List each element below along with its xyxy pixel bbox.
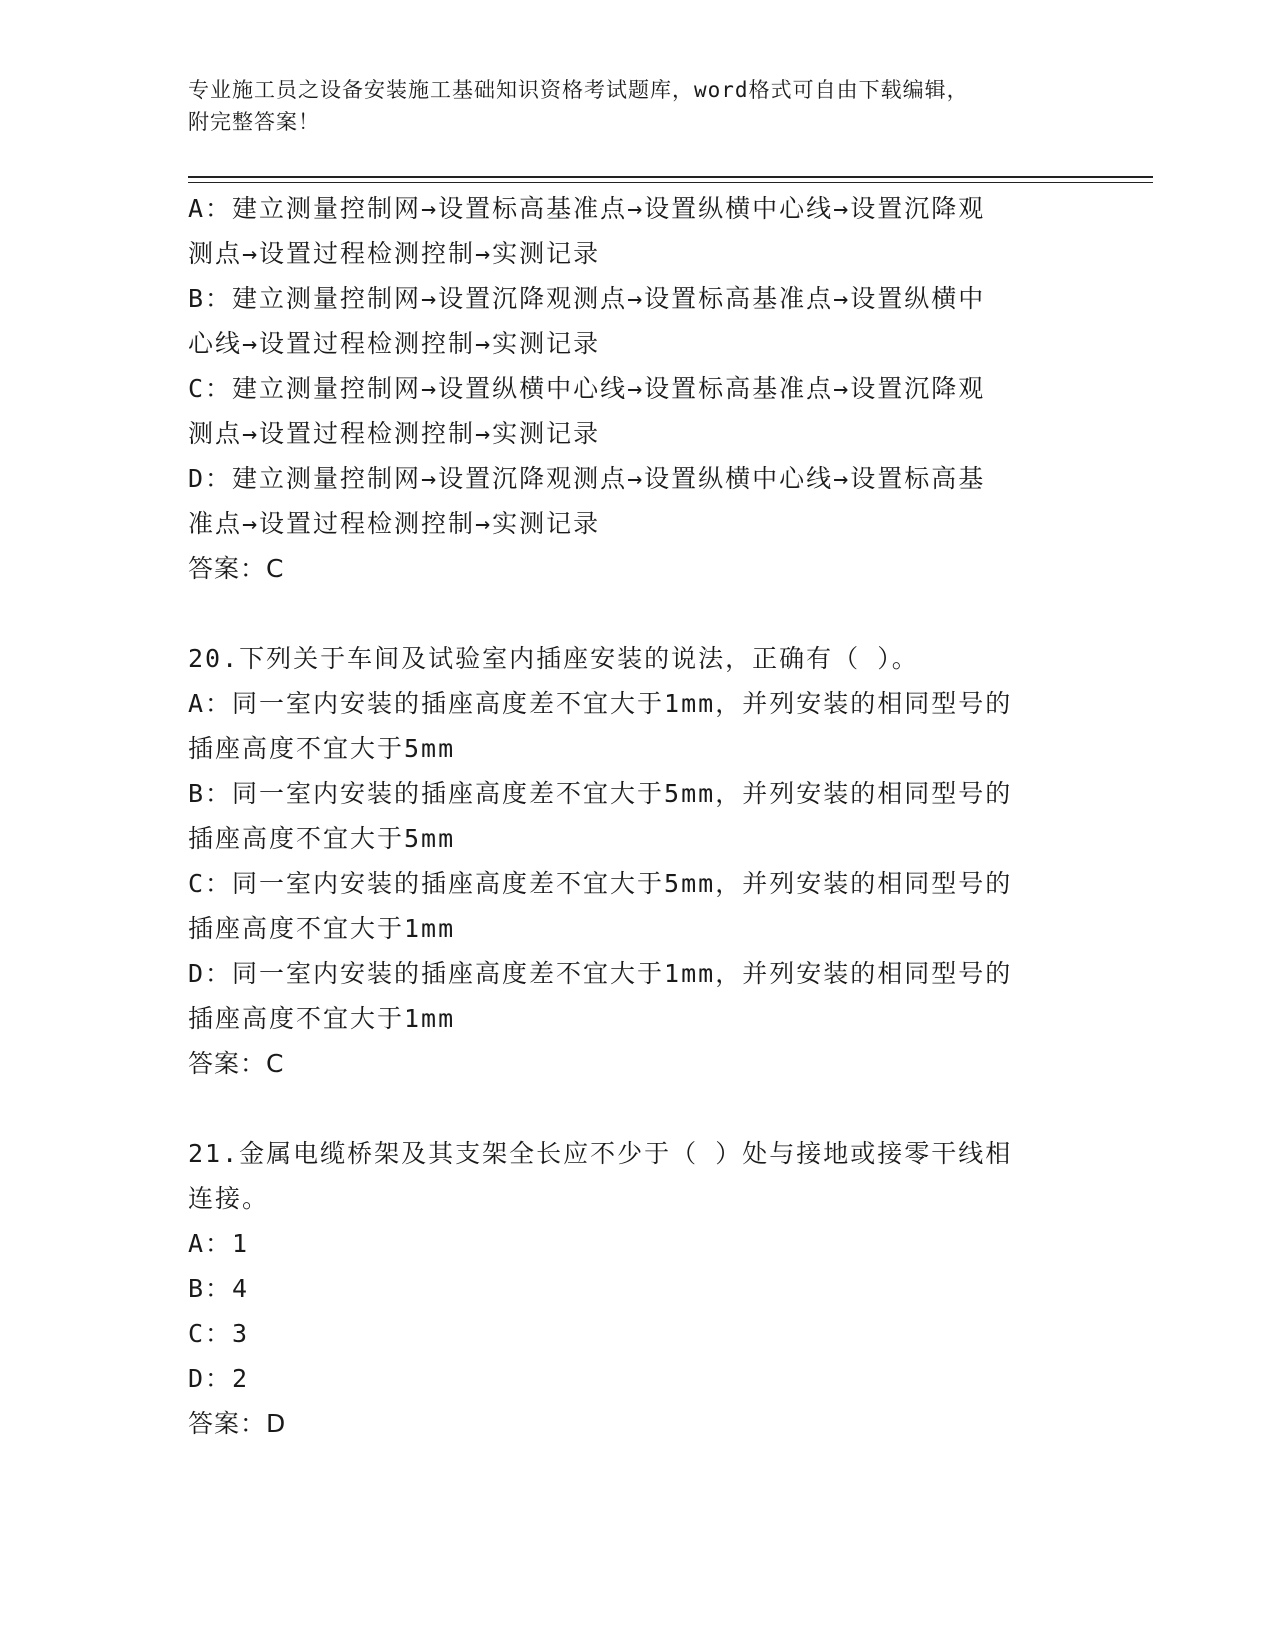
q20-option-a-line-2: 插座高度不宜大于5mm bbox=[188, 734, 456, 763]
question-content bbox=[188, 186, 1088, 1446]
header-divider-thin bbox=[188, 182, 1153, 183]
q19-option-d-line-2: 准点→设置过程检测控制→实测记录 bbox=[188, 509, 601, 538]
q20-option-c-line-1: C：同一室内安装的插座高度差不宜大于5mm，并列安装的相同型号的 bbox=[188, 869, 1013, 898]
spacer bbox=[188, 591, 1088, 636]
question-20-block bbox=[188, 636, 1088, 1086]
q21-option-a: A：1 bbox=[188, 1229, 250, 1258]
question-21-block bbox=[188, 1131, 1088, 1446]
q20-option-b-line-2: 插座高度不宜大于5mm bbox=[188, 824, 456, 853]
q19-option-a-line-1: A：建立测量控制网→设置标高基准点→设置纵横中心线→设置沉降观 bbox=[188, 194, 986, 223]
q20-option-d-line-1: D：同一室内安装的插座高度差不宜大于1mm，并列安装的相同型号的 bbox=[188, 959, 1013, 988]
q20-option-c-line-2: 插座高度不宜大于1mm bbox=[188, 914, 456, 943]
q19-option-b-line-2: 心线→设置过程检测控制→实测记录 bbox=[188, 329, 601, 358]
q19-option-c-line-1: C：建立测量控制网→设置纵横中心线→设置标高基准点→设置沉降观 bbox=[188, 374, 986, 403]
question-19-block bbox=[188, 186, 1088, 591]
q21-answer: 答案：D bbox=[188, 1409, 287, 1438]
q19-option-c-line-2: 测点→设置过程检测控制→实测记录 bbox=[188, 419, 601, 448]
q19-answer: 答案：C bbox=[188, 554, 285, 583]
q20-option-d-line-2: 插座高度不宜大于1mm bbox=[188, 1004, 456, 1033]
q19-option-d-line-1: D：建立测量控制网→设置沉降观测点→设置纵横中心线→设置标高基 bbox=[188, 464, 986, 493]
q20-question-text: 20.下列关于车间及试验室内插座安装的说法，正确有（ ）。 bbox=[188, 644, 919, 673]
q21-option-d: D：2 bbox=[188, 1364, 250, 1393]
q20-answer: 答案：C bbox=[188, 1049, 285, 1078]
header-line-1: 专业施工员之设备安装施工基础知识资格考试题库，word格式可自由下载编辑， bbox=[188, 78, 969, 102]
document-header bbox=[188, 74, 1068, 138]
q21-option-b: B：4 bbox=[188, 1274, 250, 1303]
q20-option-a-line-1: A：同一室内安装的插座高度差不宜大于1mm，并列安装的相同型号的 bbox=[188, 689, 1013, 718]
header-divider-thick bbox=[188, 176, 1153, 178]
q20-option-b-line-1: B：同一室内安装的插座高度差不宜大于5mm，并列安装的相同型号的 bbox=[188, 779, 1013, 808]
spacer bbox=[188, 1086, 1088, 1131]
q21-question-line-1: 21.金属电缆桥架及其支架全长应不少于（ ）处与接地或接零干线相 bbox=[188, 1139, 1013, 1168]
q19-option-a-line-2: 测点→设置过程检测控制→实测记录 bbox=[188, 239, 601, 268]
q21-question-line-2: 连接。 bbox=[188, 1184, 270, 1213]
q19-option-b-line-1: B：建立测量控制网→设置沉降观测点→设置标高基准点→设置纵横中 bbox=[188, 284, 986, 313]
header-line-2: 附完整答案！ bbox=[188, 110, 320, 134]
q21-option-c: C：3 bbox=[188, 1319, 250, 1348]
